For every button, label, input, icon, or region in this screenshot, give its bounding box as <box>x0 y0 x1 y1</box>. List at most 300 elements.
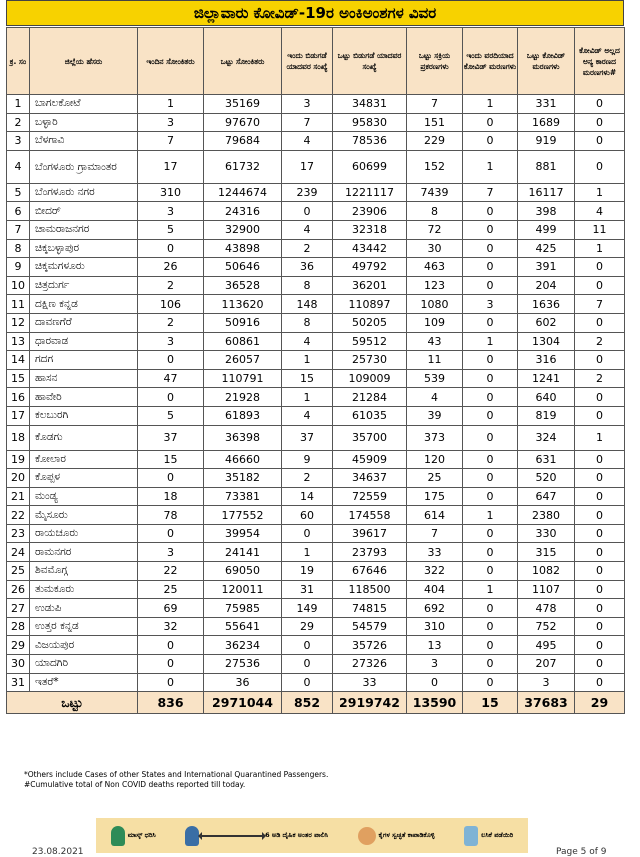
table-cell: 1244674 <box>204 183 282 202</box>
table-cell: 310 <box>138 183 204 202</box>
total-cell: 836 <box>138 692 204 714</box>
district-name-cell: ಯಾದಗಿರಿ <box>30 655 138 674</box>
hands-text: ಕೈಗಳ ಸ್ವಚ್ಛತೆ ಕಾಪಾಡಿಕೊಳ್ಳಿ <box>378 831 435 839</box>
table-cell: 2380 <box>518 506 575 525</box>
table-row <box>7 132 625 151</box>
table-cell: 151 <box>407 113 463 132</box>
table-cell: 25 <box>407 469 463 488</box>
table-cell: 5 <box>138 220 204 239</box>
table-cell: 0 <box>463 202 518 221</box>
total-cell: 15 <box>463 692 518 714</box>
table-cell: 33 <box>407 543 463 562</box>
distance-arrow-icon <box>202 835 262 837</box>
table-cell: 118500 <box>333 580 407 599</box>
column-header: ಕೋವಿಡ್ ಅಲ್ಲದ ಅನ್ಯ ಕಾರಣದ ಮರಣಗಳು# <box>575 28 625 95</box>
table-cell: 109009 <box>333 369 407 388</box>
table-cell: 61035 <box>333 406 407 425</box>
table-cell: 3 <box>407 655 463 674</box>
table-row <box>7 506 625 525</box>
table-cell: 0 <box>575 95 625 114</box>
total-cell: 2971044 <box>204 692 282 714</box>
table-cell: 0 <box>463 369 518 388</box>
table-cell: 34637 <box>333 469 407 488</box>
table-cell: 60861 <box>204 332 282 351</box>
table-cell: 0 <box>575 406 625 425</box>
table-cell: 7 <box>7 220 30 239</box>
table-cell: 32 <box>138 617 204 636</box>
column-header: ಒಟ್ಟು ಸಕ್ರಿಯ ಪ್ರಕರಣಗಳು <box>407 28 463 95</box>
footnotes <box>24 770 328 790</box>
table-cell: 0 <box>463 543 518 562</box>
table-cell: 50916 <box>204 313 282 332</box>
vaccine-icon <box>464 826 478 846</box>
district-name-cell: ಕೋಲಾರ <box>30 450 138 469</box>
table-row <box>7 313 625 332</box>
table-cell: 0 <box>575 487 625 506</box>
table-row <box>7 369 625 388</box>
mask-icon <box>111 826 125 846</box>
column-header: ಇಂದಿನ ಸೋಂಕಿತರು <box>138 28 204 95</box>
vaccine-text: ಲಸಿಕೆ ಪಡೆಯಿರಿ <box>481 831 514 839</box>
column-header: ಒಟ್ಟು ಕೋವಿಡ್ ಮರಣಗಳು <box>518 28 575 95</box>
district-name-cell: ಕಲಬುರಗಿ <box>30 406 138 425</box>
district-name-cell: ಚಿತ್ರದುರ್ಗ <box>30 276 138 295</box>
district-name-cell: ಬಾಗಲಕೋಟೆ <box>30 95 138 114</box>
table-cell: 0 <box>463 425 518 450</box>
total-label-cell: ಒಟ್ಟು <box>7 692 138 714</box>
table-cell: 330 <box>518 524 575 543</box>
table-cell: 18 <box>138 487 204 506</box>
table-cell: 33 <box>333 673 407 692</box>
column-header: ಕ್ರ. ಸಂ <box>7 28 30 95</box>
footer-date: 23.08.2021 <box>32 847 84 857</box>
district-name-cell: ತುಮಕೂರು <box>30 580 138 599</box>
table-cell: 0 <box>463 276 518 295</box>
table-cell: 398 <box>518 202 575 221</box>
table-cell: 0 <box>575 113 625 132</box>
table-cell: 7439 <box>407 183 463 202</box>
table-row <box>7 673 625 692</box>
table-row <box>7 351 625 370</box>
table-cell: 7 <box>463 183 518 202</box>
table-cell: 19 <box>7 450 30 469</box>
table-cell: 1689 <box>518 113 575 132</box>
table-cell: 919 <box>518 132 575 151</box>
table-cell: 1 <box>463 506 518 525</box>
table-cell: 881 <box>518 150 575 183</box>
table-cell: 2 <box>575 332 625 351</box>
table-cell: 148 <box>282 295 333 314</box>
table-cell: 23 <box>7 524 30 543</box>
table-cell: 0 <box>575 655 625 674</box>
table-row <box>7 469 625 488</box>
table-cell: 39617 <box>333 524 407 543</box>
table-row <box>7 406 625 425</box>
table-cell: 17 <box>7 406 30 425</box>
table-cell: 30 <box>7 655 30 674</box>
table-cell: 20 <box>7 469 30 488</box>
table-cell: 520 <box>518 469 575 488</box>
table-cell: 24316 <box>204 202 282 221</box>
table-cell: 29 <box>7 636 30 655</box>
table-cell: 1 <box>282 351 333 370</box>
table-cell: 149 <box>282 599 333 618</box>
table-cell: 9 <box>7 258 30 277</box>
table-cell: 27326 <box>333 655 407 674</box>
table-cell: 23793 <box>333 543 407 562</box>
table-cell: 26 <box>7 580 30 599</box>
district-name-cell: ಚಿಕ್ಕಬಳ್ಳಾಪುರ <box>30 239 138 258</box>
table-cell: 0 <box>575 450 625 469</box>
table-cell: 0 <box>138 351 204 370</box>
table-cell: 4 <box>282 406 333 425</box>
table-row <box>7 655 625 674</box>
table-cell: 11 <box>7 295 30 314</box>
table-row <box>7 332 625 351</box>
table-cell: 109 <box>407 313 463 332</box>
table-cell: 32318 <box>333 220 407 239</box>
table-cell: 3 <box>138 202 204 221</box>
table-cell: 123 <box>407 276 463 295</box>
table-cell: 3 <box>138 543 204 562</box>
table-cell: 15 <box>138 450 204 469</box>
district-name-cell: ದಕ್ಷಿಣ ಕನ್ನಡ <box>30 295 138 314</box>
table-cell: 21 <box>7 487 30 506</box>
table-header-row <box>7 28 625 95</box>
table-cell: 7 <box>575 295 625 314</box>
table-cell: 27 <box>7 599 30 618</box>
table-cell: 45909 <box>333 450 407 469</box>
district-name-cell: ದಾವಣಗೆರೆ <box>30 313 138 332</box>
distance-text: 6 ಅಡಿ ದೈಹಿಕ ಅಂತರ ಪಾಲಿಸಿ <box>265 831 329 839</box>
table-cell: 631 <box>518 450 575 469</box>
table-cell: 12 <box>7 313 30 332</box>
table-cell: 110897 <box>333 295 407 314</box>
table-cell: 373 <box>407 425 463 450</box>
district-name-cell: ಇತರೆ* <box>30 673 138 692</box>
table-cell: 28 <box>7 617 30 636</box>
table-cell: 0 <box>138 655 204 674</box>
table-cell: 37 <box>138 425 204 450</box>
table-cell: 478 <box>518 599 575 618</box>
column-header: ಇಂದು ಬಿಡುಗಡೆ ಯಾದವರ ಸಂಖ್ಯೆ <box>282 28 333 95</box>
table-cell: 0 <box>575 150 625 183</box>
district-stats-table <box>6 27 625 714</box>
table-cell: 72 <box>407 220 463 239</box>
table-cell: 1 <box>7 95 30 114</box>
table-cell: 0 <box>407 673 463 692</box>
table-cell: 1 <box>463 150 518 183</box>
district-name-cell: ವಿಜಯಪುರ <box>30 636 138 655</box>
table-cell: 324 <box>518 425 575 450</box>
table-cell: 0 <box>575 524 625 543</box>
table-cell: 4 <box>282 332 333 351</box>
table-cell: 5 <box>138 406 204 425</box>
table-cell: 0 <box>463 258 518 277</box>
table-cell: 35182 <box>204 469 282 488</box>
table-cell: 47 <box>138 369 204 388</box>
table-cell: 0 <box>575 580 625 599</box>
table-cell: 59512 <box>333 332 407 351</box>
district-name-cell: ಹಾಸನ <box>30 369 138 388</box>
table-cell: 0 <box>575 673 625 692</box>
table-cell: 0 <box>463 132 518 151</box>
table-cell: 37 <box>282 425 333 450</box>
table-cell: 21928 <box>204 388 282 407</box>
table-cell: 8 <box>407 202 463 221</box>
table-cell: 0 <box>575 506 625 525</box>
table-cell: 0 <box>282 202 333 221</box>
table-cell: 13 <box>7 332 30 351</box>
table-cell: 1 <box>138 95 204 114</box>
table-cell: 0 <box>463 220 518 239</box>
table-cell: 25 <box>7 562 30 581</box>
table-cell: 69 <box>138 599 204 618</box>
table-cell: 310 <box>407 617 463 636</box>
table-cell: 35726 <box>333 636 407 655</box>
table-row <box>7 239 625 258</box>
district-name-cell: ಉಡುಪಿ <box>30 599 138 618</box>
table-cell: 0 <box>575 617 625 636</box>
table-cell: 61732 <box>204 150 282 183</box>
column-header: ಜಿಲ್ಲೆಯ ಹೆಸರು <box>30 28 138 95</box>
table-row <box>7 150 625 183</box>
table-cell: 0 <box>463 487 518 506</box>
table-cell: 60 <box>282 506 333 525</box>
table-cell: 174558 <box>333 506 407 525</box>
mask-segment <box>111 826 156 846</box>
table-cell: 7 <box>407 95 463 114</box>
table-cell: 0 <box>575 469 625 488</box>
table-cell: 43898 <box>204 239 282 258</box>
table-cell: 78536 <box>333 132 407 151</box>
table-cell: 1 <box>575 183 625 202</box>
table-cell: 2 <box>7 113 30 132</box>
table-cell: 0 <box>463 636 518 655</box>
total-cell: 2919742 <box>333 692 407 714</box>
table-row <box>7 487 625 506</box>
table-cell: 1 <box>463 95 518 114</box>
table-cell: 1 <box>463 332 518 351</box>
column-header: ಒಟ್ಟು ಬಿಡುಗಡೆ ಯಾದವರ ಸಂಖ್ಯೆ <box>333 28 407 95</box>
table-cell: 0 <box>575 562 625 581</box>
district-name-cell: ಶಿವಮೊಗ್ಗ <box>30 562 138 581</box>
district-name-cell: ಧಾರವಾಡ <box>30 332 138 351</box>
column-header: ಇಂದು ವರದಿಯಾದ ಕೋವಿಡ್ ಮರಣಗಳು <box>463 28 518 95</box>
awareness-banner <box>96 818 528 853</box>
table-cell: 7 <box>138 132 204 151</box>
table-cell: 22 <box>7 506 30 525</box>
table-cell: 0 <box>463 562 518 581</box>
table-row <box>7 295 625 314</box>
table-cell: 106 <box>138 295 204 314</box>
table-cell: 43 <box>407 332 463 351</box>
table-cell: 0 <box>463 239 518 258</box>
table-cell: 50646 <box>204 258 282 277</box>
table-cell: 0 <box>463 113 518 132</box>
table-cell: 1221117 <box>333 183 407 202</box>
table-cell: 1304 <box>518 332 575 351</box>
table-cell: 7 <box>282 113 333 132</box>
table-cell: 0 <box>575 351 625 370</box>
table-cell: 0 <box>463 313 518 332</box>
table-row <box>7 580 625 599</box>
table-cell: 4 <box>575 202 625 221</box>
table-cell: 602 <box>518 313 575 332</box>
table-cell: 67646 <box>333 562 407 581</box>
table-cell: 2 <box>575 369 625 388</box>
table-cell: 0 <box>575 636 625 655</box>
table-cell: 16117 <box>518 183 575 202</box>
table-cell: 113620 <box>204 295 282 314</box>
table-cell: 1636 <box>518 295 575 314</box>
table-cell: 0 <box>575 543 625 562</box>
district-name-cell: ಬಳ್ಳಾರಿ <box>30 113 138 132</box>
table-cell: 1 <box>575 239 625 258</box>
table-cell: 75985 <box>204 599 282 618</box>
table-cell: 1080 <box>407 295 463 314</box>
table-cell: 3 <box>138 113 204 132</box>
table-cell: 3 <box>463 295 518 314</box>
table-cell: 5 <box>7 183 30 202</box>
table-cell: 46660 <box>204 450 282 469</box>
table-cell: 29 <box>282 617 333 636</box>
table-row <box>7 388 625 407</box>
table-cell: 31 <box>282 580 333 599</box>
table-row <box>7 425 625 450</box>
table-cell: 10 <box>7 276 30 295</box>
table-cell: 31 <box>7 673 30 692</box>
table-cell: 55641 <box>204 617 282 636</box>
table-cell: 425 <box>518 239 575 258</box>
table-cell: 322 <box>407 562 463 581</box>
table-cell: 0 <box>138 469 204 488</box>
table-cell: 315 <box>518 543 575 562</box>
table-cell: 404 <box>407 580 463 599</box>
table-row <box>7 562 625 581</box>
table-cell: 16 <box>7 388 30 407</box>
vaccine-segment <box>464 826 513 846</box>
table-cell: 692 <box>407 599 463 618</box>
district-name-cell: ಮಂಡ್ಯ <box>30 487 138 506</box>
table-cell: 0 <box>575 276 625 295</box>
table-cell: 2 <box>138 276 204 295</box>
table-cell: 539 <box>407 369 463 388</box>
table-cell: 2 <box>282 469 333 488</box>
district-name-cell: ಗದಗ <box>30 351 138 370</box>
table-cell: 8 <box>282 276 333 295</box>
table-cell: 0 <box>282 673 333 692</box>
table-cell: 9 <box>282 450 333 469</box>
table-row <box>7 202 625 221</box>
district-name-cell: ಉತ್ತರ ಕನ್ನಡ <box>30 617 138 636</box>
table-row <box>7 276 625 295</box>
table-cell: 0 <box>575 599 625 618</box>
table-cell: 4 <box>282 132 333 151</box>
person-icon <box>185 826 199 846</box>
table-cell: 1 <box>282 543 333 562</box>
table-cell: 23906 <box>333 202 407 221</box>
district-name-cell: ಕೊಡಗು <box>30 425 138 450</box>
table-cell: 0 <box>575 313 625 332</box>
district-name-cell: ಬೆಂಗಳೂರು ಗ್ರಾಮಾಂತರ <box>30 150 138 183</box>
table-cell: 0 <box>138 673 204 692</box>
table-cell: 0 <box>575 132 625 151</box>
district-name-cell: ಚಾಮರಾಜನಗರ <box>30 220 138 239</box>
table-cell: 175 <box>407 487 463 506</box>
table-cell: 152 <box>407 150 463 183</box>
table-cell: 11 <box>575 220 625 239</box>
table-cell: 120 <box>407 450 463 469</box>
hands-segment <box>358 827 435 845</box>
table-cell: 495 <box>518 636 575 655</box>
total-cell: 13590 <box>407 692 463 714</box>
table-cell: 6 <box>7 202 30 221</box>
table-cell: 204 <box>518 276 575 295</box>
table-cell: 110791 <box>204 369 282 388</box>
table-cell: 79684 <box>204 132 282 151</box>
table-cell: 0 <box>463 388 518 407</box>
table-cell: 752 <box>518 617 575 636</box>
table-row <box>7 450 625 469</box>
table-cell: 3 <box>518 673 575 692</box>
table-cell: 17 <box>138 150 204 183</box>
total-row <box>7 692 625 714</box>
table-cell: 0 <box>138 239 204 258</box>
table-cell: 54579 <box>333 617 407 636</box>
column-header: ಒಟ್ಟು ಸೋಂಕಿತರು <box>204 28 282 95</box>
table-cell: 0 <box>138 524 204 543</box>
table-cell: 24141 <box>204 543 282 562</box>
table-cell: 647 <box>518 487 575 506</box>
table-cell: 0 <box>138 636 204 655</box>
table-cell: 316 <box>518 351 575 370</box>
table-cell: 72559 <box>333 487 407 506</box>
table-cell: 30 <box>407 239 463 258</box>
table-cell: 3 <box>138 332 204 351</box>
table-cell: 499 <box>518 220 575 239</box>
table-cell: 60699 <box>333 150 407 183</box>
table-cell: 36528 <box>204 276 282 295</box>
table-row <box>7 524 625 543</box>
table-row <box>7 220 625 239</box>
table-cell: 14 <box>282 487 333 506</box>
table-cell: 4 <box>407 388 463 407</box>
table-cell: 95830 <box>333 113 407 132</box>
table-cell: 4 <box>282 220 333 239</box>
table-cell: 0 <box>463 351 518 370</box>
table-cell: 49792 <box>333 258 407 277</box>
district-name-cell: ರಾಮನಗರ <box>30 543 138 562</box>
table-cell: 2 <box>282 239 333 258</box>
district-name-cell: ಬೆಂಗಳೂರು ನಗರ <box>30 183 138 202</box>
table-cell: 7 <box>407 524 463 543</box>
table-cell: 36234 <box>204 636 282 655</box>
table-cell: 239 <box>282 183 333 202</box>
table-cell: 177552 <box>204 506 282 525</box>
mask-text: ಮಾಸ್ಕ್ ಧರಿಸಿ <box>127 831 156 839</box>
total-cell: 29 <box>575 692 625 714</box>
table-cell: 1 <box>575 425 625 450</box>
district-name-cell: ಚಿಕ್ಕಮಗಳೂರು <box>30 258 138 277</box>
table-cell: 8 <box>7 239 30 258</box>
table-row <box>7 95 625 114</box>
table-cell: 35700 <box>333 425 407 450</box>
table-cell: 43442 <box>333 239 407 258</box>
table-cell: 25730 <box>333 351 407 370</box>
table-cell: 32900 <box>204 220 282 239</box>
table-cell: 640 <box>518 388 575 407</box>
